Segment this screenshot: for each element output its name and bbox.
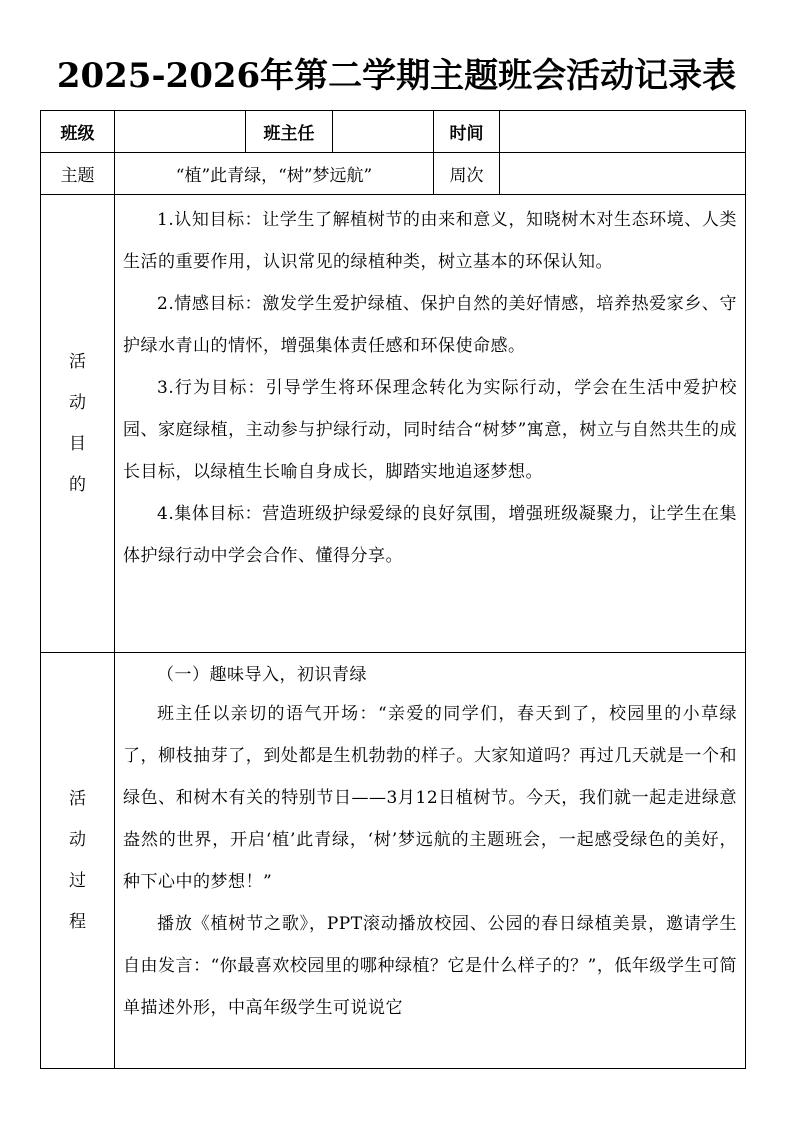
purpose-label xyxy=(41,195,115,653)
process-label xyxy=(41,653,115,1069)
record-table xyxy=(40,110,746,1069)
purpose-label-char: 活 xyxy=(69,351,86,372)
time-value-cell[interactable] xyxy=(500,111,746,153)
purpose-paragraph-emotional: 2.情感目标：激发学生爱护绿植、保护自然的美好情感，培养热爱家乡、守护绿水青山的情怀，增强集体责任感和环保使命感。 xyxy=(123,294,737,356)
theme-value: “植”此青绿，“树”梦远航” xyxy=(115,153,434,195)
week-label: 周次 xyxy=(434,153,500,195)
teacher-label: 班主任 xyxy=(246,111,333,153)
time-label: 时间 xyxy=(434,111,500,153)
purpose-label-char: 目 xyxy=(69,433,86,454)
process-label-char: 活 xyxy=(69,788,86,809)
purpose-label-char: 的 xyxy=(69,474,86,495)
process-section-heading: （一）趣味导入，初识青绿 xyxy=(157,665,367,685)
teacher-value-cell[interactable] xyxy=(333,111,434,153)
class-value-cell[interactable] xyxy=(115,111,246,153)
process-text-area xyxy=(123,657,737,1067)
process-label-char: 过 xyxy=(69,870,86,891)
process-content xyxy=(115,653,746,1069)
purpose-content xyxy=(115,195,746,653)
process-row xyxy=(41,653,746,1069)
process-label-char: 动 xyxy=(69,829,86,850)
class-label: 班级 xyxy=(41,111,115,153)
process-paragraph-intro: 班主任以亲切的语气开场：“亲爱的同学们，春天到了，校园里的小草绿了，柳枝抽芽了，到处都是生机勃勃的样子。大家知道吗？再过几天就是一个和绿色、和树木有关的特别节日——3月12日植树节。今天，我们就一起走进绿意盎然的世界，开启‘植’此青绿，‘树’梦远航的主题班会，一起感受绿色的美好，种下心中的梦想！” xyxy=(123,704,737,892)
header-row xyxy=(41,111,746,153)
process-paragraph-activity: 播放《植树节之歌》，PPT滚动播放校园、公园的春日绿植美景，邀请学生自由发言：“你最喜欢校园里的哪种绿植？它是什么样子的？”，低年级学生可简单描述外形，中高年级学生可说说它 xyxy=(123,914,737,1018)
purpose-paragraph-behavioral: 3.行为目标：引导学生将环保理念转化为实际行动，学会在生活中爱护校园、家庭绿植，主动参与护绿行动，同时结合“树梦”寓意，树立与自然共生的成长目标，以绿植生长喻自身成长，脚踏实地追逐梦想。 xyxy=(123,378,737,482)
purpose-paragraph-cognitive: 1.认知目标：让学生了解植树节的由来和意义，知晓树木对生态环境、人类生活的重要作用，认识常见的绿植种类，树立基本的环保认知。 xyxy=(123,210,737,272)
week-value-cell[interactable] xyxy=(500,153,746,195)
process-label-char: 程 xyxy=(69,911,86,932)
purpose-row xyxy=(41,195,746,653)
page-title: 2025-2026年第二学期主题班会活动记录表 xyxy=(56,56,737,96)
purpose-label-char: 动 xyxy=(69,392,86,413)
theme-label: 主题 xyxy=(41,153,115,195)
theme-row xyxy=(41,153,746,195)
purpose-paragraph-collective: 4.集体目标：营造班级护绿爱绿的良好氛围，增强班级凝聚力，让学生在集体护绿行动中学会合作、懂得分享。 xyxy=(123,504,737,566)
